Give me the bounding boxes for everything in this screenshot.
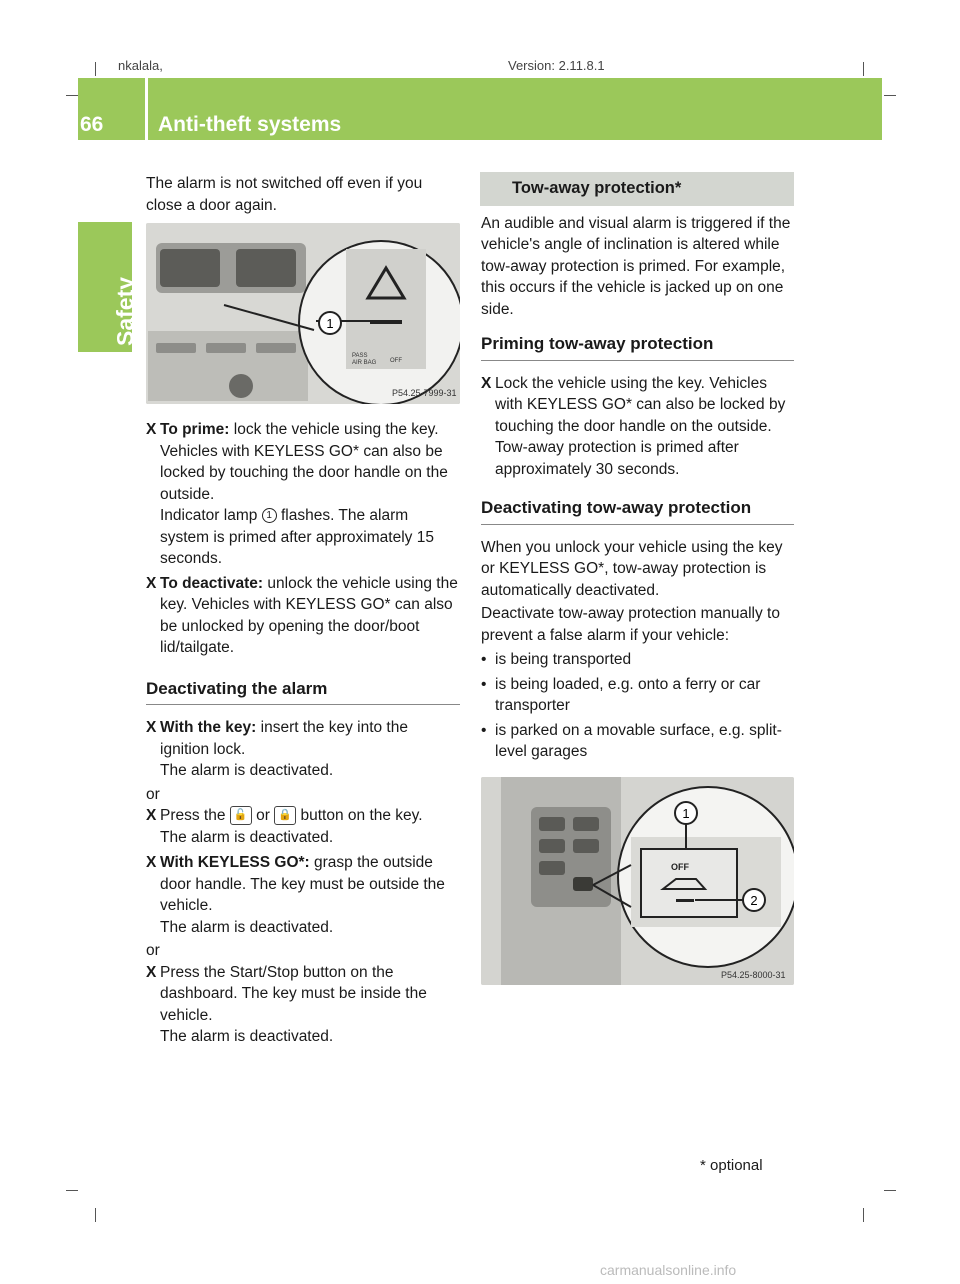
deact-text-2: Deactivate tow-away protection manually to prevent a false alarm if your vehicle: xyxy=(481,605,780,644)
bullet-dot: • xyxy=(481,651,487,668)
off-label: OFF xyxy=(671,861,689,872)
meta-right: Version: 2.11.8.1 xyxy=(508,58,605,73)
prime-text: lock the vehicle using the key. Vehicles with KEYLESS GO* can also be locked by touching the door handle on the outside. xyxy=(160,421,448,503)
crop-mark xyxy=(884,95,896,96)
deactivate-text: unlock the vehicle using the key. Vehicles with KEYLESS GO* can also be unlocked by opening the door/boot lid/tailgate. xyxy=(160,574,458,656)
prime-label: To prime: xyxy=(160,421,230,438)
intro-text: The alarm is not switched off even if you close a door again. xyxy=(146,175,423,214)
tow-away-heading: Tow-away protection* xyxy=(480,172,794,206)
step-marker: X xyxy=(146,421,157,438)
deactivate-step xyxy=(146,573,460,659)
startstop-text: Press the Start/Stop button on the dashboard. The key must be inside the vehicle. xyxy=(160,963,427,1024)
watermark: carmanualsonline.info xyxy=(600,1262,737,1278)
or-text: or xyxy=(146,942,160,959)
heading-deactivating-tow: Deactivating tow-away protection xyxy=(481,497,794,525)
deactivated-text: The alarm is deactivated. xyxy=(160,918,334,936)
callout-ref-1: 1 xyxy=(262,508,277,523)
bullet-dot: • xyxy=(481,675,487,693)
lock-icon: 🔒 xyxy=(274,806,296,825)
key-text: insert the key into the ignition lock. xyxy=(160,719,408,758)
crop-mark xyxy=(95,1208,96,1222)
key-step xyxy=(146,717,460,782)
crop-mark xyxy=(66,1190,78,1191)
deact-text-1: When you unlock your vehicle using the key or KEYLESS GO*, tow-away protection is automatically deactivated. xyxy=(481,538,783,599)
list-item xyxy=(481,674,794,717)
crop-mark xyxy=(95,62,96,76)
bullet-dot: • xyxy=(481,721,487,739)
keyless-text: grasp the outside door handle. The key must be outside the vehicle. xyxy=(160,854,445,914)
crop-mark xyxy=(863,1208,864,1222)
bullet-text: is being loaded, e.g. onto a ferry or car transporter xyxy=(495,675,761,714)
callout-1: 1 xyxy=(682,805,690,821)
keyless-step xyxy=(146,852,460,938)
press-or: or xyxy=(251,807,275,824)
crop-mark xyxy=(884,1190,896,1191)
list-item xyxy=(481,720,794,763)
callout-1: 1 xyxy=(326,316,334,331)
meta-left: nkalala, xyxy=(118,58,163,73)
page-title: Anti-theft systems xyxy=(158,113,342,136)
footnote-optional: * optional xyxy=(700,1157,763,1174)
tow-intro: An audible and visual alarm is triggered if the vehicle's angle of inclination is altered while tow-away protection is primed. For example, this occurs if the vehicle is jacked up on one side. xyxy=(481,214,791,318)
page-number: 66 xyxy=(80,113,104,136)
crop-mark xyxy=(863,62,864,76)
callout-2: 2 xyxy=(750,892,758,908)
bullet-text: is parked on a movable surface, e.g. split-level garages xyxy=(495,721,782,760)
console-illustration xyxy=(481,777,794,985)
left-column xyxy=(146,173,460,1048)
prime-step xyxy=(146,419,460,570)
step-marker: X xyxy=(146,963,157,981)
step-marker: X xyxy=(146,574,157,592)
step-marker: X xyxy=(146,807,157,824)
or-text: or xyxy=(146,785,160,803)
deactivated-text: The alarm is deactivated. xyxy=(160,1028,334,1045)
dashboard-illustration xyxy=(146,223,460,404)
deactivate-label: To deactivate: xyxy=(160,574,264,592)
lamp-label-1: PASS xyxy=(352,353,368,359)
press-b: button on the key. xyxy=(296,807,423,824)
lamp-off-label: OFF xyxy=(390,358,402,364)
startstop-step xyxy=(146,962,460,1048)
unlock-icon: 🔓 xyxy=(230,806,252,825)
side-tab-label: Safety xyxy=(112,276,138,346)
press-a: Press the xyxy=(160,807,230,824)
dashboard-photo xyxy=(146,223,460,404)
header-separator xyxy=(145,78,148,140)
figure-code: P54.25-8000-31 xyxy=(721,969,786,980)
figure-code: P54.25-7999-31 xyxy=(392,388,457,398)
priming-text: Lock the vehicle using the key. Vehicles with KEYLESS GO* can also be locked by touching the door handle on the outside. Tow-away protection is primed after approximately 30 seconds. xyxy=(495,374,786,478)
step-marker: X xyxy=(481,374,492,392)
console-photo xyxy=(481,777,794,985)
crop-mark xyxy=(66,95,78,96)
bullet-text: is being transported xyxy=(495,651,632,668)
heading-deactivating-alarm: Deactivating the alarm xyxy=(146,678,460,706)
priming-step xyxy=(481,373,794,481)
heading-priming: Priming tow-away protection xyxy=(481,333,794,361)
keyless-label: With KEYLESS GO*: xyxy=(160,854,310,871)
right-column xyxy=(481,172,794,985)
key-label: With the key: xyxy=(160,719,257,736)
list-item xyxy=(481,649,794,671)
prime-lamp-a: Indicator lamp xyxy=(160,507,262,524)
prime-lamp-b: flashes. The alarm system is primed after approximately 15 seconds. xyxy=(160,507,434,567)
lamp-label-2: AIR BAG xyxy=(352,360,377,366)
deactivated-text: The alarm is deactivated. xyxy=(160,762,334,779)
step-marker: X xyxy=(146,719,157,736)
step-marker: X xyxy=(146,854,157,871)
deactivated-text: The alarm is deactivated. xyxy=(160,828,334,846)
press-step xyxy=(146,805,460,848)
